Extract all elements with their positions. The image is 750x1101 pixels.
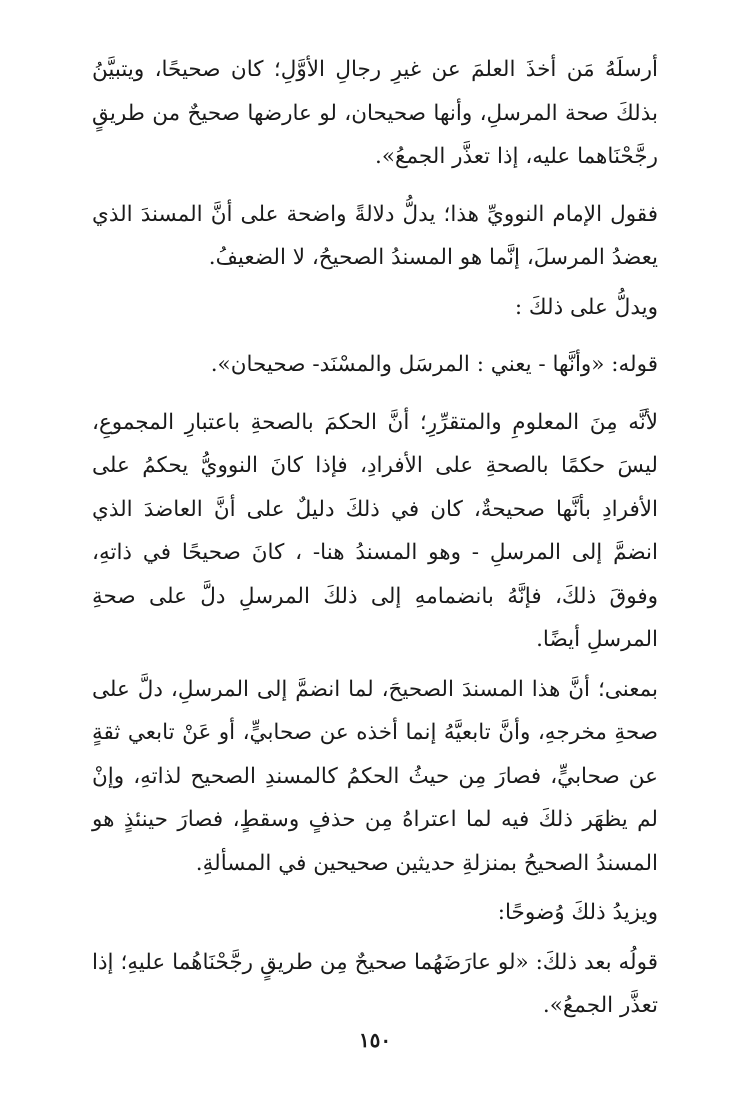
page-body xyxy=(92,48,658,1101)
paragraph-5: لأنَّه مِنَ المعلومِ والمتقرِّرِ؛ أنَّ الحكمَ بالصحةِ باعتبارِ المجموعِ، ليسَ حكمًا بالصحةِ على الأفرادِ، فإذا كانَ النوويُّ يحكمُ على الأفرادِ بأنَّها صحيحةٌ، كان في ذلكَ دليلٌ على أنَّ العاضدَ الذي انضمَّ إلى المرسلِ - وهو المسندُ هنا- ، كانَ صحيحًا في ذاتهِ، وفوقَ ذلكَ، فإنَّهُ بانضمامهِ إلى ذلكَ المرسلِ دلَّ على صحةِ المرسلِ أيضًا. xyxy=(92,409,658,652)
paragraph-6: بمعنى؛ أنَّ هذا المسندَ الصحيحَ، لما انضمَّ إلى المرسلِ، دلَّ على صحةِ مخرجهِ، وأنَّ تابعيَّهُ إنما أخذه عن صحابيٍّ، أو عَنْ تابعي ثقةٍ عن صحابيٍّ، فصارَ مِن حيثُ الحكمُ كالمسندِ الصحيح لذاتهِ، وإنْ لم يظهَر ذلكَ فيه لما اعتراهُ مِن حذفٍ وسقطٍ، فصارَ حينئذٍ هو المسندُ الصحيحُ بمنزلةِ حديثين صحيحين في المسألةِ. xyxy=(92,676,658,876)
paragraph-7: ويزيدُ ذلكَ وُضوحًا: xyxy=(497,900,658,925)
paragraph-3: ويدلُّ على ذلكَ : xyxy=(514,294,658,320)
paragraph-1: أرسلَهُ مَن أخذَ العلمَ عن غيرِ رجالِ الأوَّلِ؛ كان صحيحًا، ويتبيَّنُ بذلكَ صحة المرسلِ، وأنها صحيحان، لو عارضها صحيحٌ من طريقٍ رجَّحْنَاهما عليه، إذا تعذَّر الجمعُ». xyxy=(92,57,658,169)
paragraph-2: فقول الإمام النوويِّ هذا؛ يدلُّ دلالةً واضحة على أنَّ المسندَ الذي يعضدُ المرسلَ، إنَّما هو المسندُ الصحيحُ، لا الضعيفُ. xyxy=(92,201,658,270)
paragraph-4-quote: قوله: «وأنَّها - يعني : المرسَل والمسْنَد- صحيحان». xyxy=(210,352,658,377)
paragraph-8-quote: قولُه بعد ذلكَ: «لو عارَضَهُما صحيحٌ مِن طريقٍ رجَّحْنَاهُما عليهِ؛ إذا تعذَّر الجمعُ». xyxy=(92,949,658,1018)
page-number: ١٥٠ xyxy=(358,1028,392,1052)
